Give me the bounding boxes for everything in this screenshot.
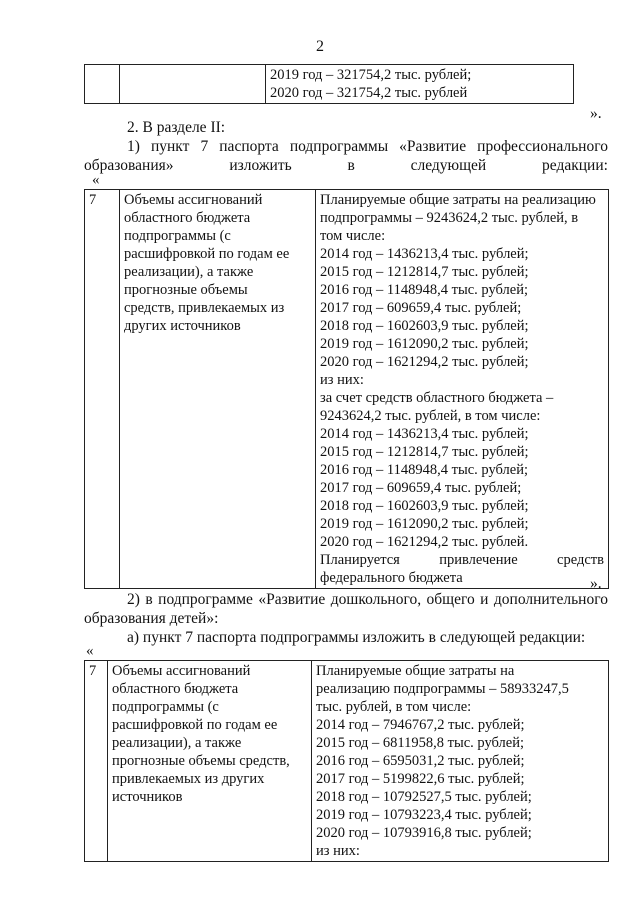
label-line: привлекаемых из других	[112, 771, 265, 787]
top-table-num-cell	[85, 65, 120, 104]
value-line: 2020 год – 1621294,2 тыс. рублей.	[320, 534, 529, 550]
value-line: из них:	[316, 843, 360, 859]
word: 1)	[127, 138, 140, 155]
table-2	[84, 660, 609, 862]
planned-line	[320, 551, 604, 569]
word: «Развитие	[258, 591, 326, 608]
label-line: областного бюджета	[112, 681, 239, 697]
value-line: федерального бюджета	[320, 570, 463, 586]
label-line: подпрограммы (с	[124, 228, 231, 244]
word: пункт	[150, 138, 190, 155]
value-line: за счет средств областного бюджета –	[320, 390, 554, 406]
value-line: 2018 год – 1602603,9 тыс. рублей;	[320, 318, 529, 334]
label-line: прогнозные объемы средств,	[112, 753, 290, 769]
table-1-label-cell	[120, 190, 316, 589]
page-number: 2	[316, 38, 324, 55]
label-line: расшифровкой по годам ее	[124, 246, 290, 262]
word: подпрограмме	[158, 591, 253, 608]
value-line: 2018 год – 1602603,9 тыс. рублей;	[320, 498, 529, 514]
label-line: других источников	[124, 318, 241, 334]
top-table-value-cell	[266, 65, 574, 104]
section-heading: 2. В разделе II:	[127, 119, 226, 136]
word: и	[480, 591, 489, 608]
item-2-line-2: образования детей»:	[84, 610, 219, 627]
value-line: 2019 год – 1612090,2 тыс. рублей;	[320, 336, 529, 352]
value-line: 2020 год – 10793916,8 тыс. рублей;	[316, 825, 532, 841]
value-line: из них:	[320, 372, 364, 388]
open-quote: «	[86, 643, 94, 659]
label-line: подпрограммы (с	[112, 699, 219, 715]
value-line: реализацию подпрограммы – 58933247,5	[316, 681, 569, 697]
value-line: 2019 год – 1612090,2 тыс. рублей;	[320, 516, 529, 532]
top-line: 2020 год – 321754,2 тыс. рублей	[270, 85, 468, 101]
word: редакции:	[542, 157, 608, 174]
value-line: том числе:	[320, 228, 386, 244]
value-line: 2015 год – 6811958,8 тыс. рублей;	[316, 735, 524, 751]
value-line: 2017 год – 5199822,6 тыс. рублей;	[316, 771, 525, 787]
item-2-line-1	[127, 590, 608, 609]
word: 7	[200, 138, 209, 155]
table-1-value-cell	[316, 190, 609, 589]
value-line: 2014 год – 7946767,2 тыс. рублей;	[316, 717, 525, 733]
open-quote: «	[92, 172, 100, 188]
value-line: 2016 год – 1148948,4 тыс. рублей;	[320, 462, 528, 478]
label-line: областного бюджета	[124, 210, 251, 226]
item-1-line-2	[84, 156, 608, 175]
word: привлечение	[439, 552, 518, 568]
value-line: 2016 год – 1148948,4 тыс. рублей;	[320, 282, 528, 298]
label-line: Объемы ассигнований	[124, 192, 263, 208]
value-line: 9243624,2 тыс. рублей, в том числе:	[320, 408, 541, 424]
word: следующей	[410, 157, 487, 174]
table-2-num-cell	[85, 661, 108, 862]
table-1	[84, 189, 609, 589]
value-line: 2015 год – 1212814,7 тыс. рублей;	[320, 444, 529, 460]
table-2-value-cell	[312, 661, 609, 862]
word: в	[145, 591, 153, 608]
row-number: 7	[89, 192, 97, 208]
value-line: Планируемые общие затраты на	[316, 663, 515, 679]
close-quote: ».	[590, 105, 602, 122]
top-line: 2019 год – 321754,2 тыс. рублей;	[270, 67, 472, 83]
word: в	[347, 157, 355, 174]
value-line: 2016 год – 6595031,2 тыс. рублей;	[316, 753, 525, 769]
word: дошкольного,	[330, 591, 422, 608]
label-line: реализации), а также	[112, 735, 242, 751]
value-line: подпрограммы – 9243624,2 тыс. рублей, в	[320, 210, 579, 226]
label-line: расшифровкой по годам ее	[112, 717, 278, 733]
word: «Развитие	[399, 138, 467, 155]
value-line: Планируемые общие затраты на реализацию	[320, 192, 596, 208]
table-2-label-cell	[108, 661, 312, 862]
value-line: 2017 год – 609659,4 тыс. рублей;	[320, 300, 522, 316]
label-line: реализации), а также	[124, 264, 254, 280]
top-table	[84, 64, 574, 104]
word: профессионального	[477, 138, 608, 155]
word: 2)	[127, 591, 140, 608]
word: паспорта	[219, 138, 279, 155]
word: Планируется	[320, 552, 400, 568]
value-line: 2015 год – 1212814,7 тыс. рублей;	[320, 264, 529, 280]
item-1-line-1	[127, 137, 608, 156]
label-line: средств, привлекаемых из	[124, 300, 285, 316]
value-line: 2014 год – 1436213,4 тыс. рублей;	[320, 246, 529, 262]
value-line: 2014 год – 1436213,4 тыс. рублей;	[320, 426, 529, 442]
word: образования»	[84, 157, 174, 174]
value-line: тыс. рублей, в том числе:	[316, 699, 472, 715]
label-line: Объемы ассигнований	[112, 663, 251, 679]
close-quote: ».	[590, 575, 602, 592]
label-line: прогнозные объемы	[124, 282, 248, 298]
label-line: источников	[112, 789, 183, 805]
word: дополнительного	[493, 591, 608, 608]
value-line: 2018 год – 10792527,5 тыс. рублей;	[316, 789, 532, 805]
value-line: 2017 год – 609659,4 тыс. рублей;	[320, 480, 522, 496]
word: средств	[557, 552, 604, 568]
item-2a: а) пункт 7 паспорта подпрограммы изложить в следующей редакции:	[127, 629, 586, 646]
value-line: 2019 год – 10793223,4 тыс. рублей;	[316, 807, 532, 823]
row-number: 7	[89, 663, 97, 679]
word: общего	[426, 591, 475, 608]
word: изложить	[229, 157, 292, 174]
top-table-label-cell	[120, 65, 266, 104]
value-line: 2020 год – 1621294,2 тыс. рублей;	[320, 354, 529, 370]
table-1-num-cell	[85, 190, 120, 589]
word: подпрограммы	[289, 138, 389, 155]
